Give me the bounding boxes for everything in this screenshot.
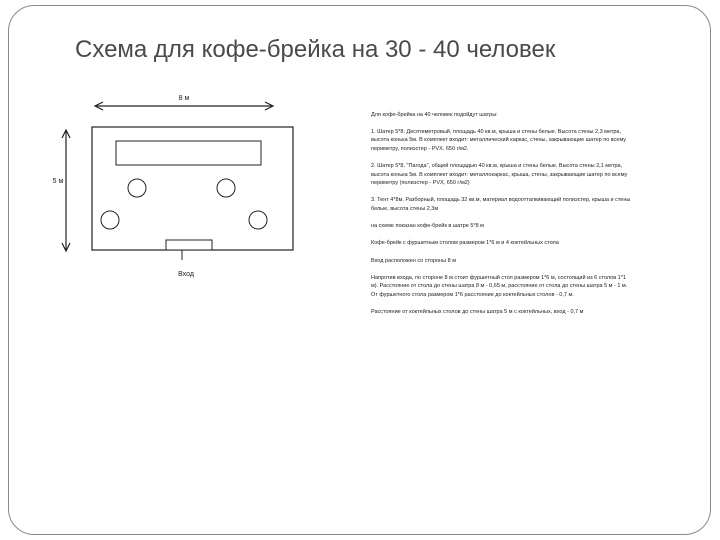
description-paragraph: Вход расположен со стороны 8 м (371, 257, 456, 264)
slide-title: Схема для кофе-брейка на 30 - 40 человек (75, 36, 556, 63)
description-paragraph: Напротив входа, по стороне 8 м стоит фуршетный стол размером 1*6 м, состоящий из 6 столов 1*1 м). Расстояние от стола до стены шатра 8 м - 0,65 м, расстояние от стола до стены шатра 5 м - 1 м. От фуршетного стола размером 1*6 расстояние до коктейльных столов - 0,7 м. (371, 274, 628, 298)
entrance-label: Вход (178, 271, 194, 278)
entrance-door (166, 240, 212, 250)
height-label: 5 м (52, 178, 64, 185)
tent-outline (92, 127, 293, 250)
description-paragraph: на схеме показан кофе-брейк в шатре 5*8 м (371, 223, 484, 230)
cocktail-table (217, 179, 235, 197)
width-dimension-arrow (95, 102, 273, 110)
description-paragraph: 1. Шатер 5*8. Десятиметровый, площадь 40 кв.м, крыша и стены белые. Высота стены 2,3 метра, высота конька 5м. В комплект входит: металлический каркас, стены, закрывающие шатер по всему периметру, полиэстер - PVX, 650 г/м2. (371, 128, 627, 152)
cocktail-table (101, 211, 119, 229)
cocktail-table (128, 179, 146, 197)
description-paragraph: Для кофе-брейка на 40 человек подойдут шатры: (371, 112, 498, 118)
buffet-table (116, 141, 261, 165)
description-paragraph: 3. Тент 4*8м. Разборный, площадь 32 кв.м, материал водоотталкивающий полиэстер, крыша и стены белые, высота стены 2,3м (371, 197, 631, 212)
description-paragraph: 2. Шатер 5*8. "Пагода", общей площадью 40 кв.м, крыша и стены белые. Высота стены 2,1 метра, высота конька 5м. В комплект входит: металлокаркас, крыша, стены, закрывающие шатер по всему периметру (полиэстер - PVX, 650 г/м2) (371, 162, 628, 187)
description-paragraph: Кофе-брейк с фуршетным столом размером 1*6 м и 4 коктейльных стола (371, 240, 559, 247)
cocktail-table (249, 211, 267, 229)
description-paragraph: Расстояние от коктейльных столов до стены шатра 5 м с коктейльных, вход - 0,7 м (371, 309, 584, 316)
width-label: 8 м (178, 95, 190, 102)
description-text (371, 111, 633, 325)
height-dimension-arrow (62, 130, 70, 251)
